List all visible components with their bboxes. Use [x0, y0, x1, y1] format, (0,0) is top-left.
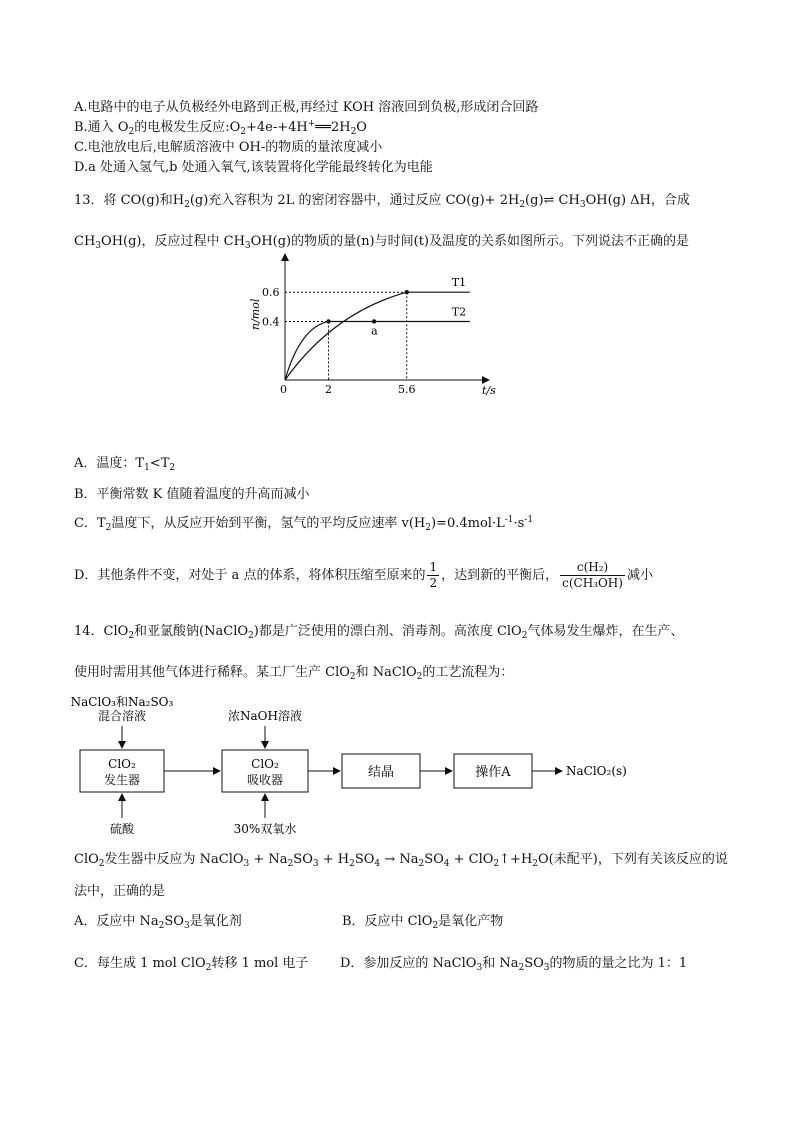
crystallization-label: 结晶	[367, 765, 395, 780]
origin-label: 0	[280, 383, 287, 396]
generator-label-1: ClO₂	[108, 757, 136, 771]
fraction-concentration-ratio: $\frac{\text{c(H₂)}}{\text{c(CH₃OH)}}$	[562, 560, 623, 590]
y-axis-label: n/mol	[249, 298, 262, 330]
q14-reaction-line: ClO$_2$发生器中反应为 NaClO$_3$ + $Na_2SO_3 + H_2SO_4 \to Na_2SO_4$ + $ClO_2↑+H_2O$(未配平)，下列有关该反应的说	[74, 852, 728, 869]
q12-option-b: B.通入 $O_2$的电极发生反应$:O_2+4e-+4H^+══2H_2O$	[74, 119, 367, 137]
q14-option-b: B．反应中 ClO$_2$是氧化产物	[342, 914, 504, 931]
q12-option-d: D.a 处通入氢气,b 处通入氧气,该装置将化学能最终转化为电能	[74, 160, 433, 175]
absorber-label-2: 吸收器	[246, 773, 284, 787]
q14-stem-line2: 使用时需用其他气体进行稀释。某工厂生产 ClO$_2$和 NaClO$_2$的工艺流程为：	[74, 665, 514, 682]
q14-stem-line1: 14．ClO$_2$和亚氯酸钠(NaClO$_2$)都是广泛使用的漂白剂、消毒剂。高浓度 ClO$_2$气体易发生爆炸，在生产、	[74, 624, 684, 641]
q14-stem-line3: 法中，正确的是	[74, 884, 166, 899]
operation-a-label: 操作A	[475, 765, 511, 780]
x-tick-label-2: 2	[324, 383, 332, 396]
point-t2-equilibrium	[326, 319, 330, 323]
series-t2-label: T2	[451, 305, 467, 319]
q13-option-c: C．$T_2$温度下，从反应开始到平衡，氢气的平均反应速率 $v(H_2)=0.4mol\cdot L^{-1}\cdot s^{-1}$	[74, 515, 534, 533]
q13-chart	[240, 250, 500, 400]
q14-option-c: C．每生成 1 mol ClO$_2$转移 1 mol 电子	[74, 956, 309, 973]
y-tick-label-0-4: 0.4	[262, 315, 280, 329]
q13-stem-line1: 13．将 CO(g)和$H_2(g)$充入容积为 2L 的密闭容器中，通过反应 $CO(g)+ 2H_2(g)\rightleftharpoons$ $CH_3OH(g)$ ΔH，合成	[74, 193, 690, 210]
output-naclo2-label: NaClO₂(s)	[566, 764, 627, 778]
q14-process-flow-diagram	[60, 690, 700, 840]
input-sulfuric-acid-label: 硫酸	[109, 822, 135, 836]
generator-label-2: 发生器	[103, 773, 141, 787]
point-t1-equilibrium	[405, 290, 409, 294]
x-tick-label-5-6: 5.6	[397, 383, 416, 396]
absorber-label-1: ClO₂	[251, 757, 279, 771]
point-a-label: a	[371, 324, 378, 338]
q13-option-a: A．温度：$T_1<T_2$	[74, 456, 176, 473]
input-naoh-label: 浓NaOH溶液	[228, 709, 302, 723]
q13-option-b: B．平衡常数 K 值随着温度的升高而减小	[74, 487, 310, 502]
series-t1-label: T1	[451, 276, 467, 290]
q13-option-d: D．其他条件不变，对处于 a 点的体系，将体积压缩至原来的 $\frac{1}{2}$ ，达到新的平衡后， $\frac{\text{c(H₂)}}{\text{c(CH₃OH)}}$ 减小	[74, 560, 653, 590]
input-mixed-solution-label: NaClO₃和Na₂SO₃	[70, 695, 174, 709]
point-a	[372, 319, 376, 323]
fraction-one-half: $\frac{1}{2}$	[429, 560, 438, 590]
q13-stem-line2: $CH_3OH(g)$，反应过程中 $CH_3OH(g)$的物质的量(n)与时间(t)及温度的关系如图所示。下列说法不正确的是	[74, 234, 690, 251]
x-axis-label: t/s	[482, 384, 496, 397]
q12-option-a: A.电路中的电子从负极经外电路到正极,再经过 KOH 溶液回到负极,形成闭合回路	[74, 100, 539, 115]
input-hydrogen-peroxide-label: 30%双氧水	[233, 822, 297, 836]
q12-option-c: C.电池放电后,电解质溶液中 OH-的物质的量浓度减小	[74, 140, 383, 155]
equilibrium-arrow: ⇌	[543, 193, 555, 208]
q14-option-a: A．反应中 $Na_2SO_3$是氧化剂	[74, 914, 242, 931]
input-mixed-solution-label-2: 混合溶液	[97, 709, 147, 723]
q14-option-d: D．参加反应的 NaClO$_3$和 $Na_2SO_3$的物质的量之比为 1：1	[340, 956, 688, 973]
y-tick-label-0-6: 0.6	[262, 286, 280, 300]
